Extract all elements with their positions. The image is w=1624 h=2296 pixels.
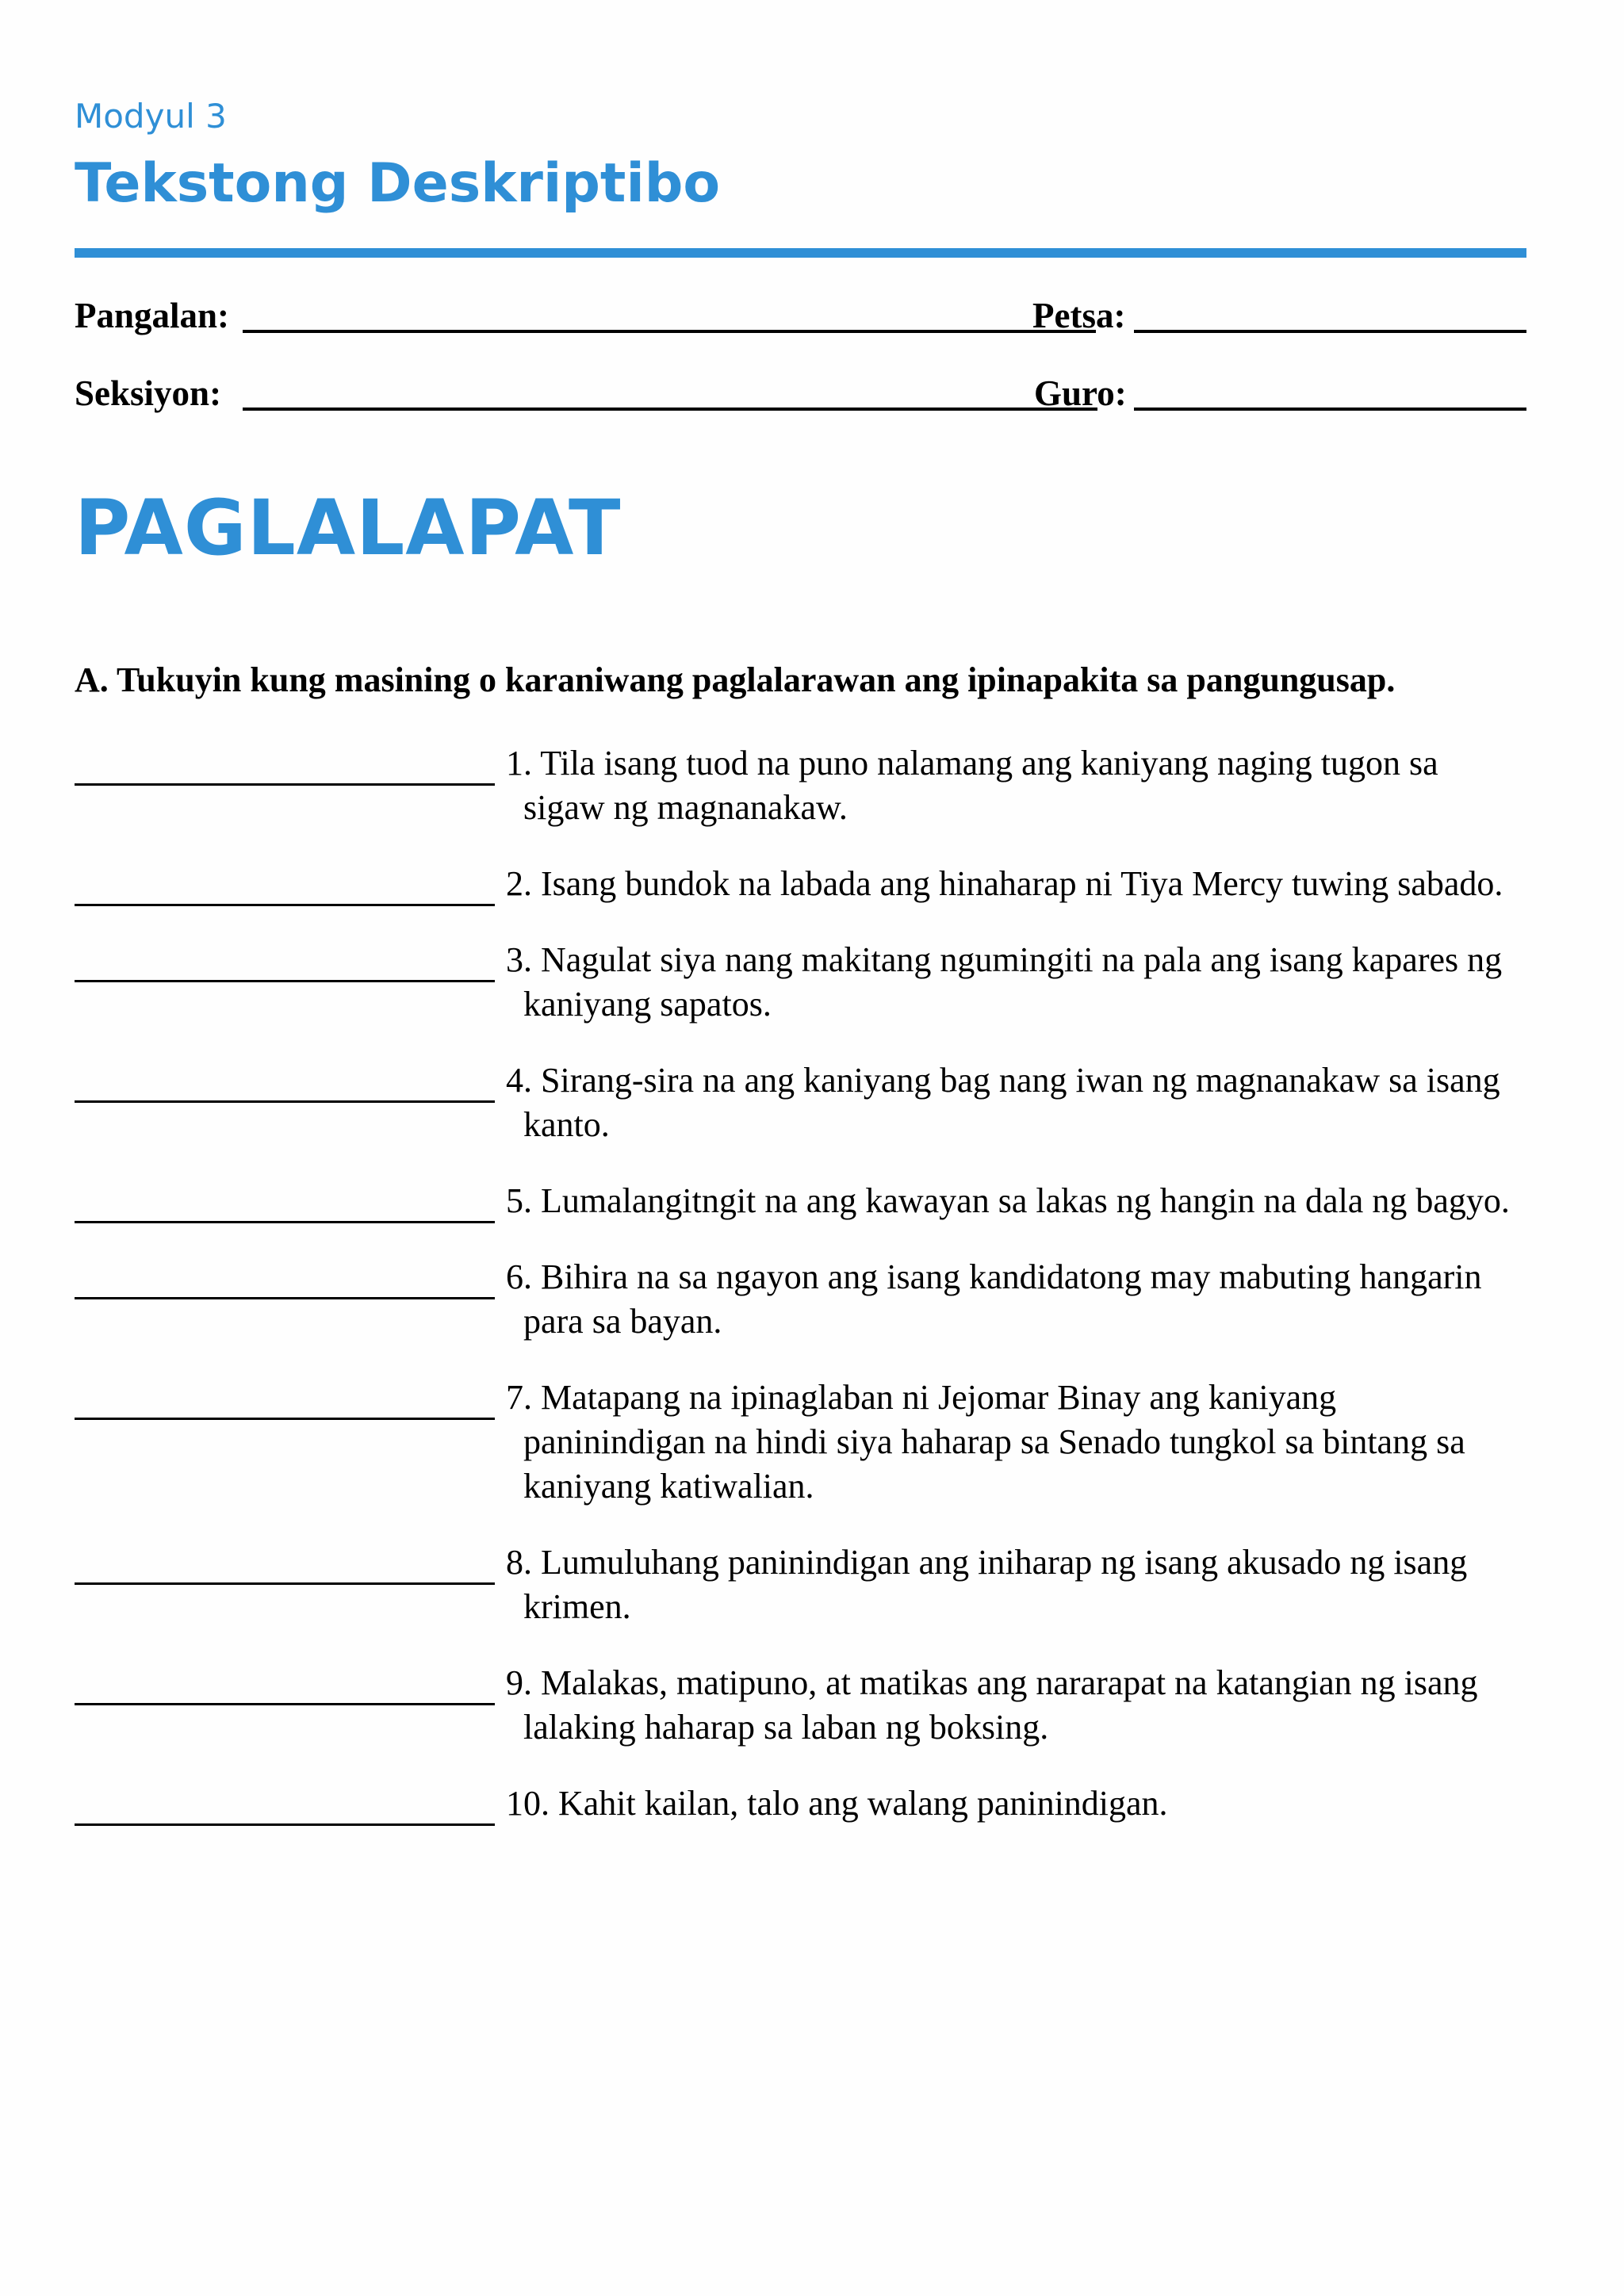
- item-text: 9. Malakas, matipuno, at matikas ang nararapat na katangian ng isang lalaking haharap sa laban ng boksing.: [506, 1663, 1478, 1747]
- answer-blank[interactable]: [75, 1661, 495, 1705]
- date-label: Petsa:: [1032, 296, 1126, 335]
- answer-blank[interactable]: [75, 1540, 495, 1585]
- list-item: [75, 1540, 1526, 1629]
- answer-blank[interactable]: [75, 741, 495, 786]
- name-label: Pangalan:: [75, 296, 230, 335]
- item-text: 3. Nagulat siya nang makitang ngumingiti na pala ang isang kapares ng kaniyang sapatos.: [506, 940, 1503, 1024]
- item-text: 1. Tila isang tuod na puno nalamang ang kaniyang naging tugon sa sigaw ng magnanakaw.: [506, 744, 1438, 827]
- answer-blank[interactable]: [75, 1376, 495, 1420]
- item-text: 6. Bihira na sa ngayon ang isang kandidatong may mabuting hangarin para sa bayan.: [506, 1257, 1482, 1341]
- list-item: [75, 1179, 1526, 1223]
- list-item: [75, 741, 1526, 830]
- answer-blank[interactable]: [75, 1255, 495, 1299]
- section-heading: PAGLALAPAT: [75, 484, 622, 572]
- item-text: 5. Lumalangitngit na ang kawayan sa lakas ng hangin na dala ng bagyo.: [506, 1181, 1510, 1220]
- name-field[interactable]: [243, 330, 1096, 333]
- list-item: [75, 1255, 1526, 1344]
- section-label: Seksiyon:: [75, 373, 222, 413]
- module-title: Tekstong Deskriptibo: [75, 152, 721, 215]
- list-item: [75, 862, 1526, 906]
- instruction-text: A. Tukuyin kung masining o karaniwang paglalarawan ang ipinapakita sa pangungusap.: [75, 660, 1396, 699]
- answer-blank[interactable]: [75, 938, 495, 982]
- info-row-name-date: [75, 292, 1526, 339]
- answer-blank[interactable]: [75, 1781, 495, 1826]
- teacher-field[interactable]: [1134, 408, 1526, 411]
- item-text: 2. Isang bundok na labada ang hinaharap ni Tiya Mercy tuwing sabado.: [506, 864, 1503, 903]
- info-row-section-teacher: [75, 369, 1526, 417]
- item-text: 8. Lumuluhang paninindigan ang iniharap ng isang akusado ng isang krimen.: [506, 1543, 1468, 1626]
- list-item: [75, 1058, 1526, 1147]
- item-text: 10. Kahit kailan, talo ang walang paninindigan.: [506, 1784, 1168, 1823]
- module-label: Modyul 3: [75, 97, 227, 136]
- list-item: [75, 1376, 1526, 1509]
- item-text: 7. Matapang na ipinaglaban ni Jejomar Binay ang kaniyang paninindigan na hindi siya haharap sa Senado tungkol sa bintang sa kaniyang katiwalian.: [506, 1378, 1465, 1506]
- list-item: [75, 1661, 1526, 1750]
- answer-blank[interactable]: [75, 1058, 495, 1103]
- date-field[interactable]: [1134, 330, 1526, 333]
- section-field[interactable]: [243, 408, 1097, 411]
- list-item: [75, 1781, 1526, 1826]
- item-list: [75, 741, 1526, 1858]
- title-divider: [75, 248, 1526, 258]
- item-text: 4. Sirang-sira na ang kaniyang bag nang iwan ng magnanakaw sa isang kanto.: [506, 1061, 1500, 1144]
- answer-blank[interactable]: [75, 1179, 495, 1223]
- list-item: [75, 938, 1526, 1027]
- teacher-label: Guro:: [1034, 373, 1127, 413]
- answer-blank[interactable]: [75, 862, 495, 906]
